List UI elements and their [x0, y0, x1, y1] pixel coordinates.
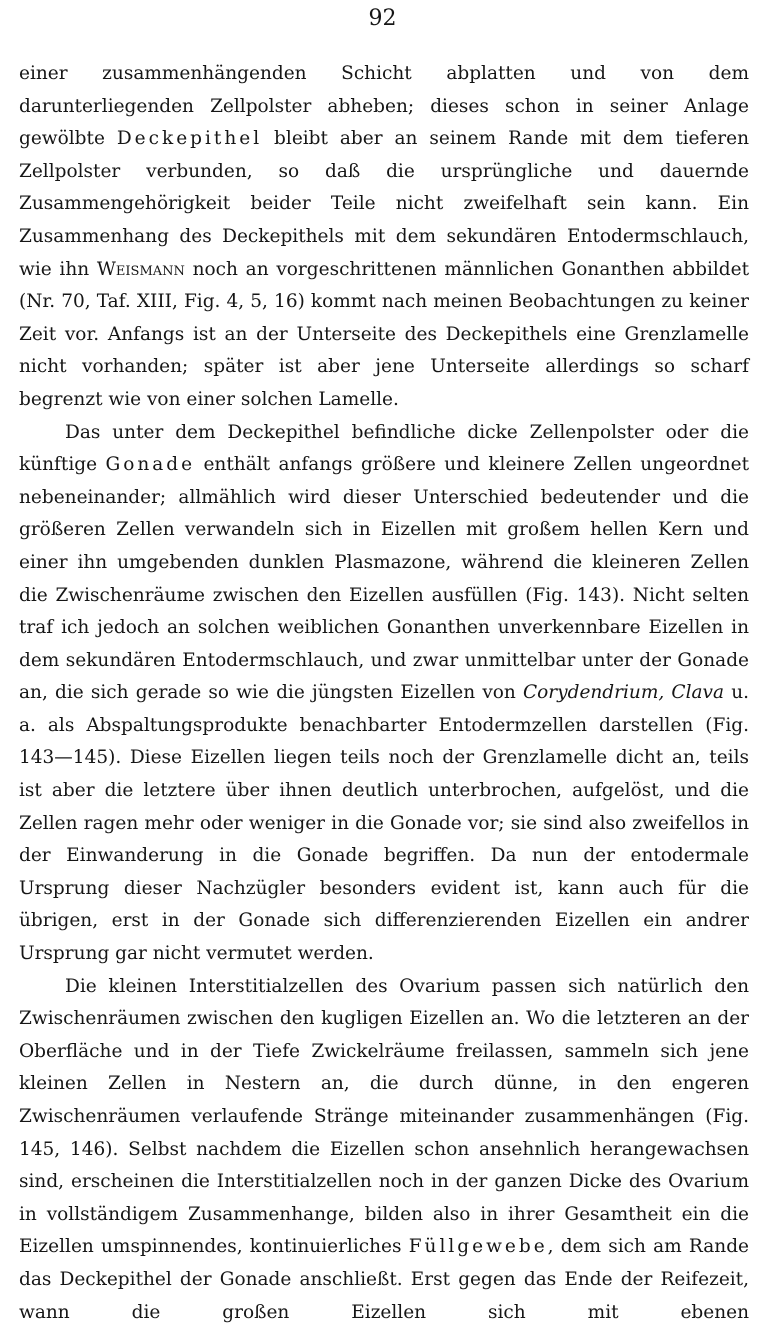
emphasis-spaced: Füllgewebe — [408, 1236, 548, 1258]
author-name: Weismann — [96, 258, 185, 280]
paragraph-1 — [19, 58, 749, 417]
text-segment: einer zusammenhängenden Schicht abplatten und von dem darunterliegenden Zellpolster abheben; dieses schon in seiner Anlage gewölbte — [19, 63, 749, 150]
page-number: 92 — [368, 6, 397, 31]
text-segment: enthält anfangs größere und kleinere Zellen ungeordnet nebeneinander; allmählich wird dieser Unterschied bedeutender und die größeren Zellen verwandeln sich in Eizellen mit großem hellen Kern und einer ihn umgebenden dunklen Plasmazone, während die kleineren Zellen die Zwischenräume zwischen den Eizellen ausfüllen (Fig. 143). Nicht selten traf ich jedoch an solchen weiblichen Gonanthen unverkennbare Eizellen in dem sekundären Entodermschlauch, und zwar unmittelbar unter der Gonade an, die sich gerade so wie die jüngsten Eizellen von — [19, 454, 749, 704]
body-text — [19, 58, 749, 1329]
text-segment: Die kleinen Interstitialzellen des Ovarium passen sich natürlich den Zwischenräumen zwischen den kugligen Eizellen an. Wo die letzteren an der Oberfläche und in der Tiefe Zwickelräume freilassen, sammeln sich jene kleinen Zellen in Nestern an, die durch dünne, in den engeren Zwischenräumen verlaufende Stränge miteinander zusammenhängen (Fig. 145, 146). Selbst nachdem die Eizellen schon ansehnlich herangewachsen sind, erscheinen die Interstitialzellen noch in der ganzen Dicke des Ovarium in vollständigem Zusammenhange, bilden also in ihrer Gesamtheit ein die Eizellen umspinnendes, kontinuierliches — [19, 975, 749, 1258]
emphasis-spaced: Deckepithel — [116, 128, 263, 150]
genus-names: Corydendrium, Clava — [523, 682, 725, 704]
text-segment: Das unter dem Deckepithel befindliche dicke Zellenpolster oder die künftige — [19, 421, 749, 476]
emphasis-spaced: Gonade — [105, 454, 196, 476]
text-segment: bleibt aber an seinem Rande mit dem tieferen Zellpolster verbunden, so daß die ursprüngliche und dauernde Zusammengehörigkeit beider Teile nicht zweifelhaft sein kann. Ein Zusammenhang des Deckepithels mit dem sekundären Entodermschlauch, wie ihn — [19, 128, 749, 280]
text-segment: , dem sich am Rande das Deckepithel der Gonade anschließt. Erst gegen das Ende der Reifezeit, wann die großen Eizellen sich mit ebenen — [19, 1236, 749, 1323]
paragraph-3 — [19, 971, 749, 1329]
text-segment: noch an vorgeschrittenen männlichen Gonanthen abbildet (Nr. 70, Taf. XIII, Fig. 4, 5, 16) kommt nach meinen Beobachtungen zu keiner Zeit vor. Anfangs ist an der Unterseite des Deckepithels eine Grenzlamelle nicht vorhanden; später ist aber jene Unterseite allerdings so scharf begrenzt wie von einer solchen Lamelle. — [19, 258, 749, 410]
paragraph-2 — [19, 417, 749, 971]
text-segment: u. a. als Abspaltungsprodukte benachbarter Entodermzellen darstellen (Fig. 143—145). Diese Eizellen liegen teils noch der Grenzlamelle dicht an, teils ist aber die letztere über ihnen deutlich unterbrochen, aufgelöst, und die Zellen ragen mehr oder weniger in die Gonade vor; sie sind also zweifellos in der Einwanderung in die Gonade begriffen. Da nun der entodermale Ursprung dieser Nachzügler besonders evident ist, kann auch für die übrigen, erst in der Gonade sich differenzierenden Eizellen ein andrer Ursprung gar nicht vermutet werden. — [19, 682, 749, 965]
